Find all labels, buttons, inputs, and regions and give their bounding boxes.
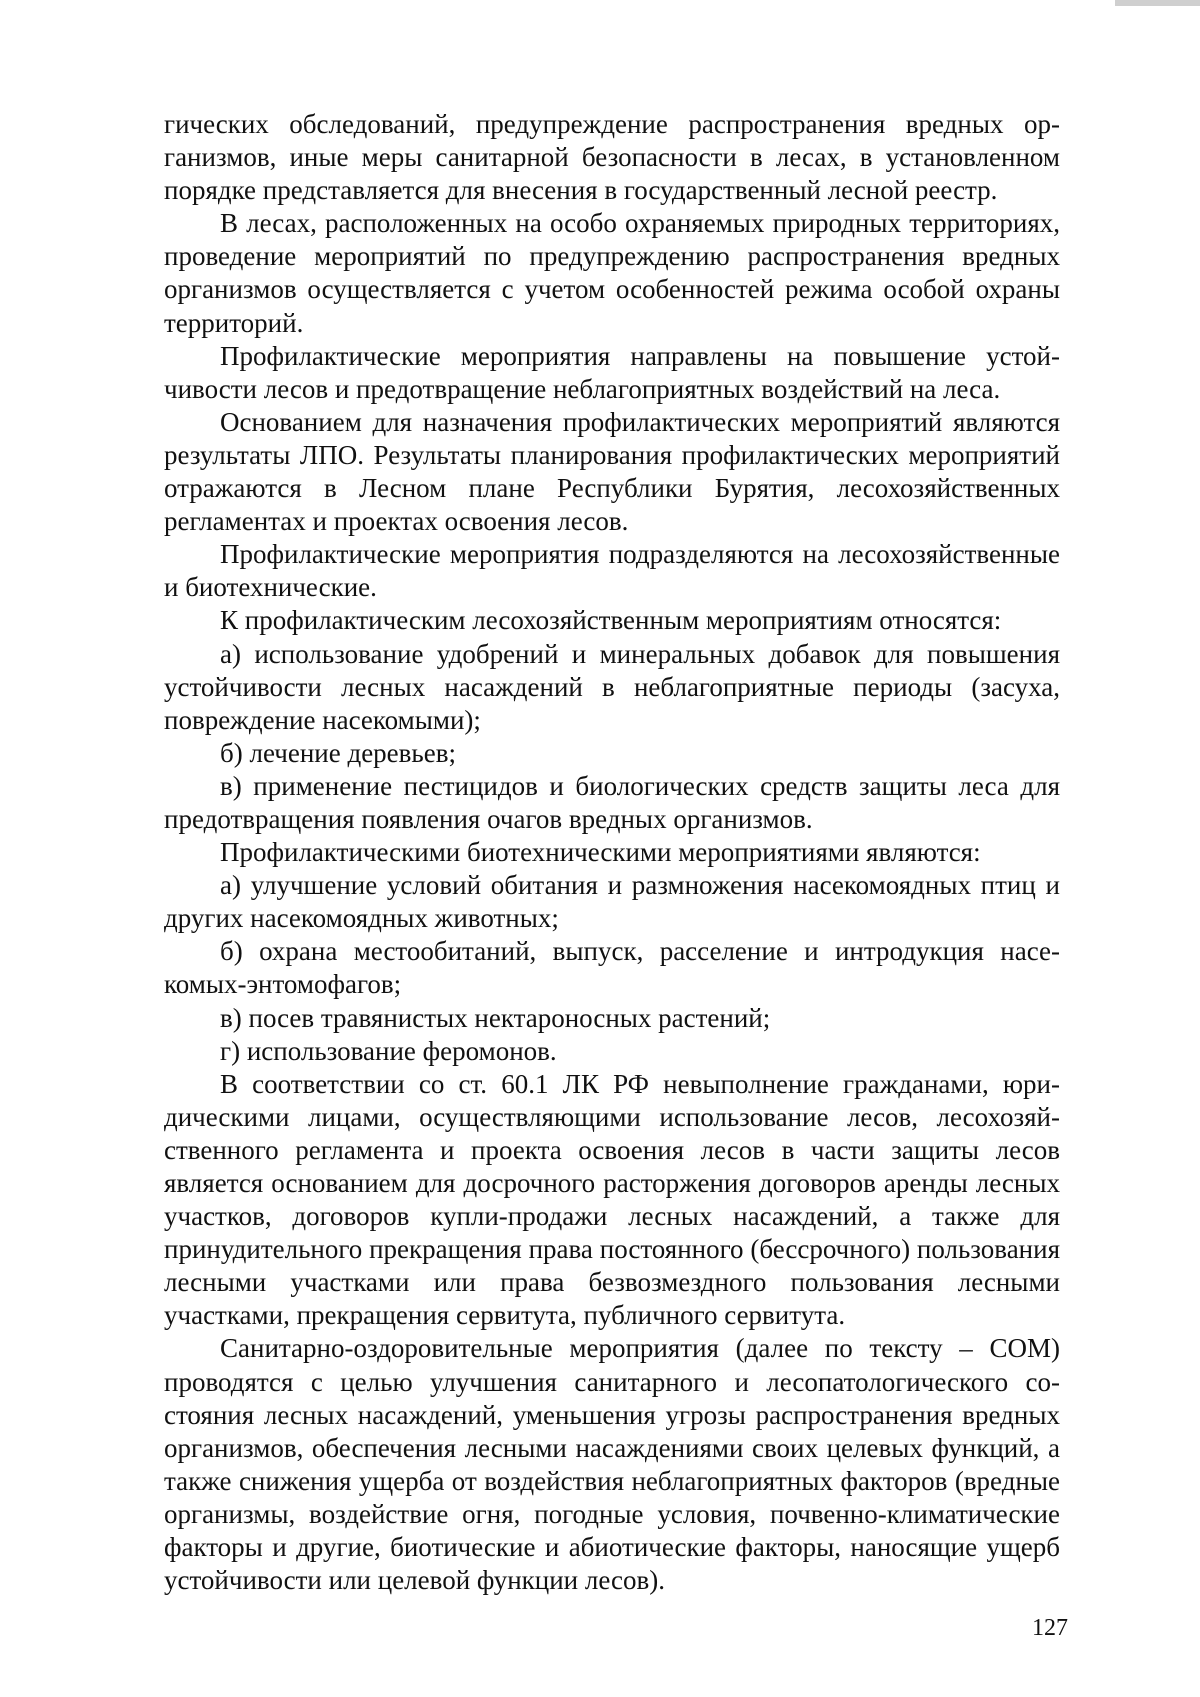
paragraph: Санитарно-оздоровительные мероприятия (далее по тексту – СОМ) проводятся с целью улучшения санитарного и лесопатологического состояния лесных насаждений, уменьшения угрозы распространения вредных организмов, обеспечения лесными насаждениями своих целевых функций, а также снижения ущерба от воздействия неблагоприятных факторов (вредные организмы, воздействие огня, погодные условия, почвенно-климатические факторы и другие, биотические и абиотические факторы, наносящие ущерб устойчивости или целевой функции лесов). (164, 1333, 1060, 1596)
list-item: а) использование удобрений и минеральных добавок для повышения устойчивости лесных насаждений в неблагоприятные периоды (засуха, повреждение насекомыми); (164, 638, 1060, 735)
paragraph: Профилактические мероприятия подразделяются на лесохозяйственные и биотехнические. (164, 539, 1060, 603)
text-body (164, 108, 1060, 1597)
paragraph: Профилактическими биотехническими мероприятиями являются: (220, 837, 981, 868)
list-item: б) лечение деревьев; (220, 737, 456, 768)
paragraph: Основанием для назначения профилактических мероприятий являются результаты ЛПО. Результаты планирования профилактических мероприятий отражаются в Лесном плане Республики Бурятия, лесохозяйственных регламентах и проектах освоения лесов. (164, 406, 1060, 537)
paragraph: В соответствии со ст. 60.1 ЛК РФ невыполнение гражданами, юридическими лицами, осуществляющими использование лесов, лесохозяйственного регламента и проекта освоения лесов в части защиты лесов является основанием для досрочного расторжения договоров аренды лесных участков, договоров купли-продажи лесных насаждений, а также для принудительного прекращения права постоянного (бессрочного) пользования лесными участками или права безвозмездного пользования лесными участками, прекращения сервитута, публичного сервитута. (164, 1068, 1060, 1331)
paragraph: В лесах, расположенных на особо охраняемых природных территориях, проведение мероприятий по предупреждению распространения вредных организмов осуществляется с учетом особенностей режима особой охраны территорий. (164, 208, 1060, 338)
paragraph: Профилактические мероприятия направлены на повышение устойчивости лесов и предотвращение неблагоприятных воздействий на леса. (164, 340, 1060, 404)
paragraph: гических обследований, предупреждение распространения вредных организмов, иные меры санитарной безопасности в лесах, в установленном порядке представляется для внесения в государственный лесной реестр. (164, 109, 1060, 206)
list-item: в) применение пестицидов и биологических средств защиты леса для предотвращения появления очагов вредных организмов. (164, 770, 1060, 834)
scan-edge-mark (1115, 0, 1200, 6)
list-item: б) охрана местообитаний, выпуск, расселение и интродукция насекомых-энтомофагов; (164, 936, 1060, 1000)
paragraph: К профилактическим лесохозяйственным мероприятиям относятся: (220, 605, 1002, 636)
list-item: в) посев травянистых нектароносных растений; (220, 1002, 771, 1033)
list-item: а) улучшение условий обитания и размножения насекомоядных птиц и других насекомоядных животных; (164, 870, 1060, 934)
list-item: г) использование феромонов. (220, 1035, 557, 1066)
page-number: 127 (1032, 1615, 1068, 1641)
